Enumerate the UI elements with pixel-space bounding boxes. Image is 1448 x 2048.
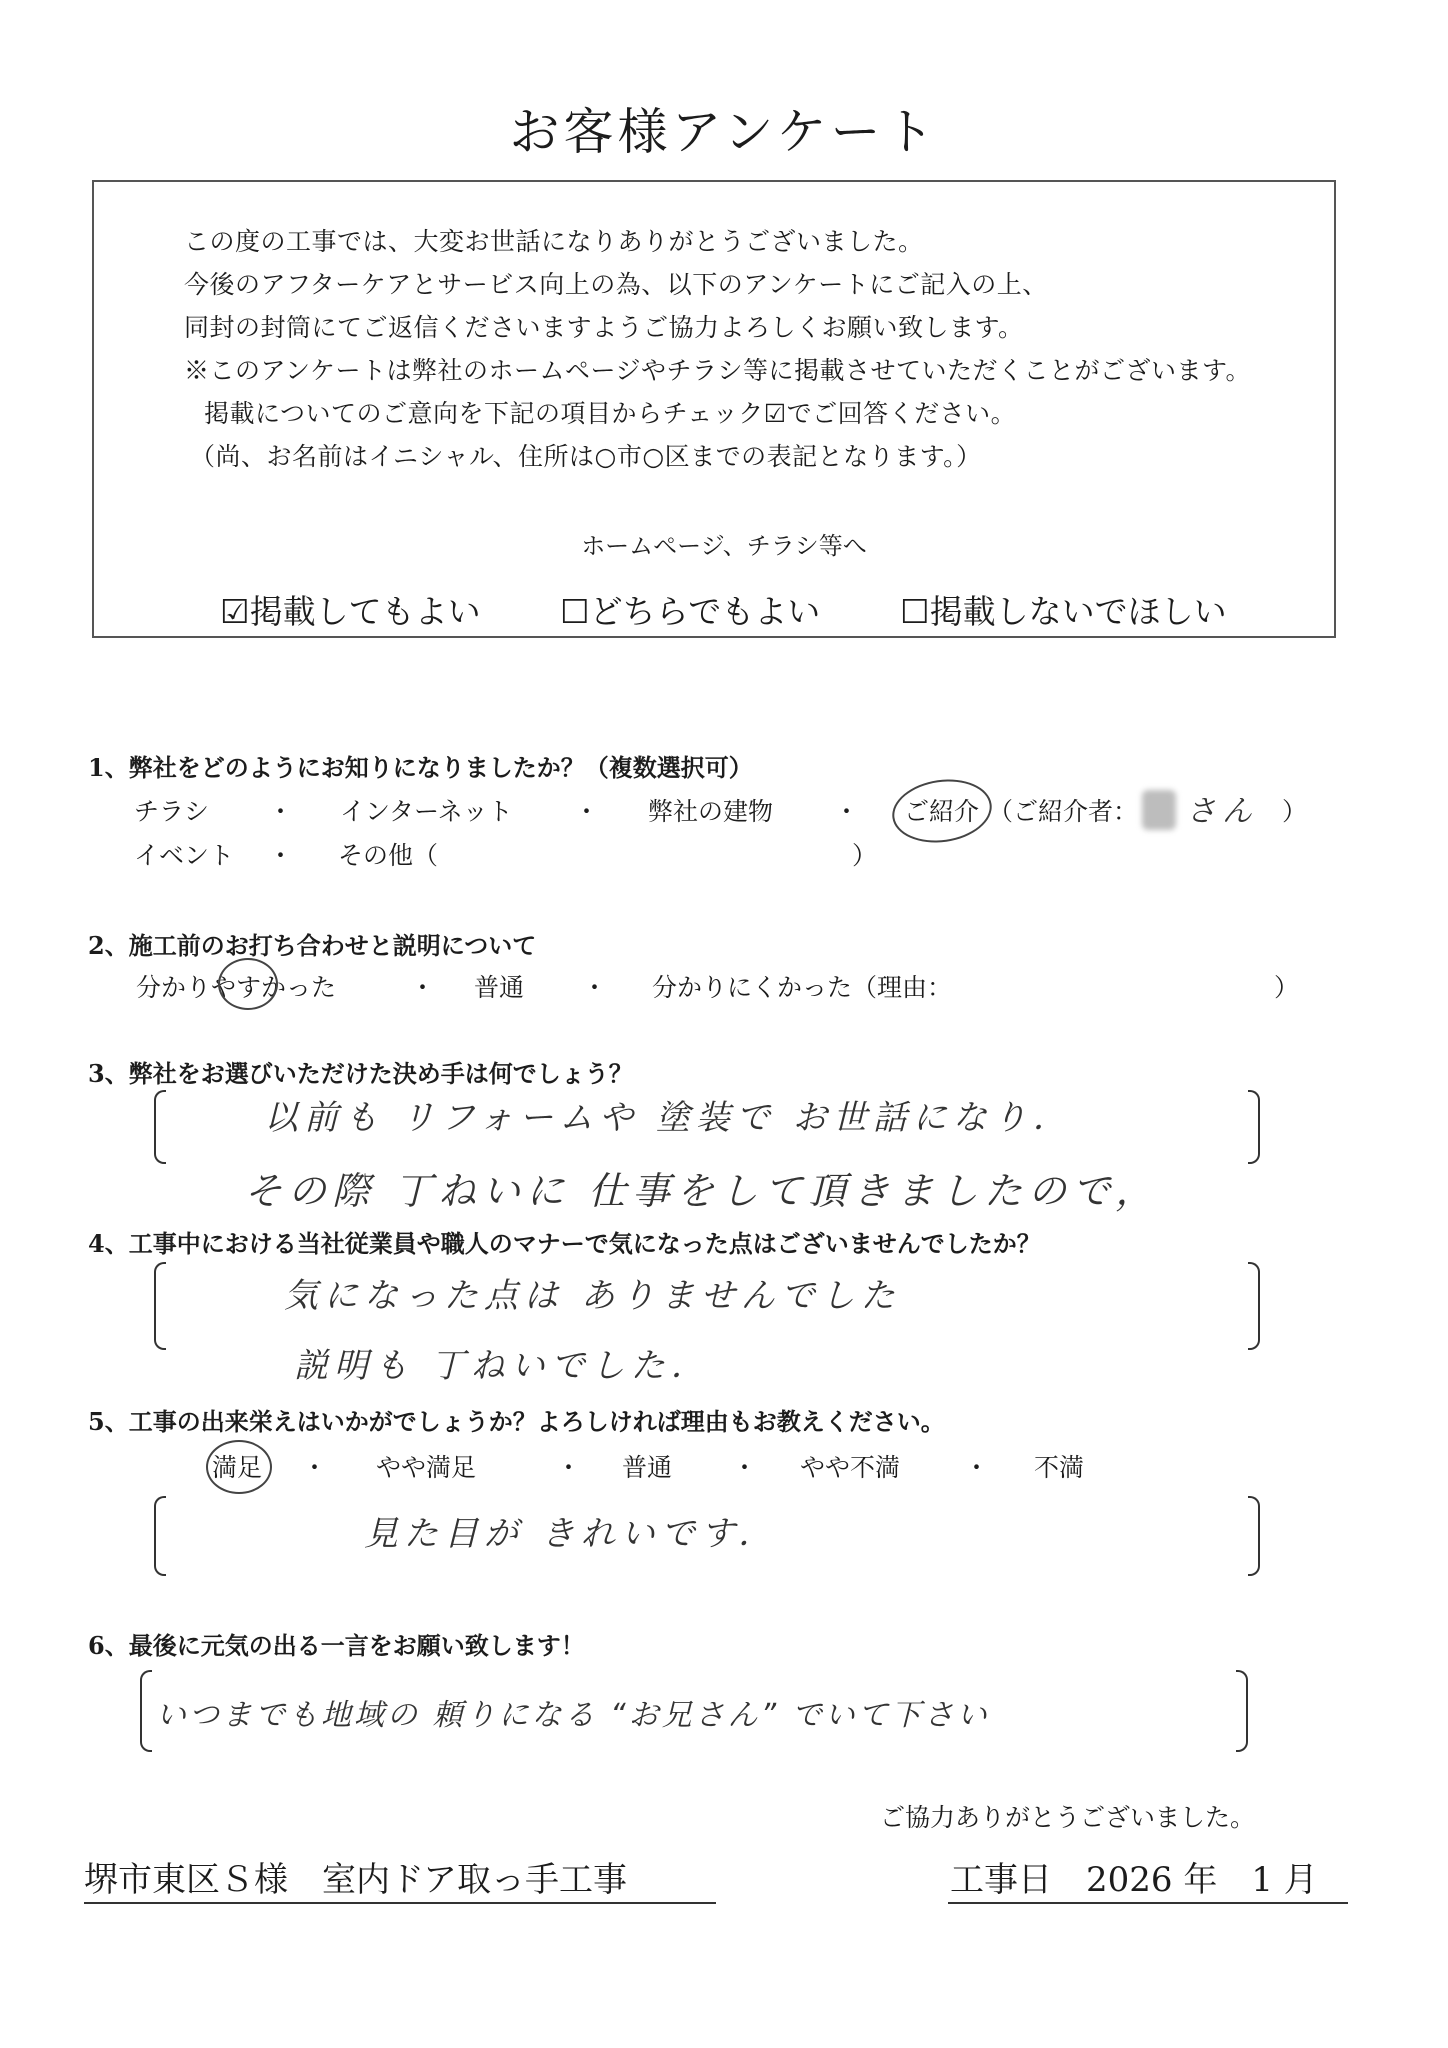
q5-option-somewhat-satisfied: やや満足 bbox=[376, 1453, 477, 1482]
q1-separator: ・ bbox=[268, 841, 294, 870]
intro-line: （尚、お名前はイニシャル、住所は○市○区までの表記となります。） bbox=[190, 442, 982, 471]
answer-bracket-left bbox=[154, 1262, 166, 1350]
answer-bracket-left bbox=[140, 1670, 152, 1752]
q5-separator: ・ bbox=[732, 1453, 758, 1482]
selection-circle bbox=[888, 773, 996, 848]
question-1: 1、弊社をどのようにお知りになりましたか？（複数選択可） bbox=[88, 753, 753, 782]
q4-answer-line: 気になった点は ありませんでした bbox=[284, 1276, 901, 1316]
footer-left: 堺市東区Ｓ様 室内ドア取っ手工事 bbox=[84, 1860, 627, 1900]
selection-circle bbox=[218, 958, 278, 1010]
q1-referrer-open: （ご紹介者： bbox=[988, 797, 1139, 826]
q1-option-event: イベント bbox=[134, 841, 235, 870]
footer-right-underline bbox=[948, 1902, 1348, 1904]
q5-option-somewhat-unsatisfied: やや不満 bbox=[800, 1453, 901, 1482]
q1-other-close: ） bbox=[852, 841, 878, 870]
intro-line: 同封の封筒にてご返信くださいますようご協力よろしくお願い致します。 bbox=[184, 313, 1024, 342]
q5-answer-line: 見た目が きれいです． bbox=[364, 1514, 779, 1554]
q1-option-flyer: チラシ bbox=[134, 797, 210, 826]
question-6: 6、最後に元気の出る一言をお願い致します！ bbox=[88, 1631, 585, 1660]
q4-answer-line: 説明も 丁ねいでした． bbox=[294, 1346, 711, 1386]
intro-line: 掲載についてのご意向を下記の項目からチェック☑でご回答ください。 bbox=[204, 399, 1017, 428]
q5-separator: ・ bbox=[964, 1453, 990, 1482]
page-title: お客様アンケート bbox=[509, 103, 939, 161]
answer-bracket-left bbox=[154, 1090, 166, 1164]
answer-bracket-right bbox=[1248, 1496, 1260, 1576]
q3-answer-line: 以前も リフォームや 塗装で お世話になり． bbox=[264, 1098, 1073, 1138]
question-2: 2、施工前のお打ち合わせと説明について bbox=[88, 931, 537, 960]
q5-option-normal: 普通 bbox=[622, 1453, 673, 1482]
footer-left-underline bbox=[84, 1902, 716, 1904]
q6-answer-line: いつまでも地域の 頼りになる “お兄さん” でいて下さい bbox=[156, 1698, 990, 1733]
q2-option-clear: 分かりやすかった bbox=[136, 973, 337, 1002]
q5-separator: ・ bbox=[556, 1453, 582, 1482]
choice-either[interactable]: ☐どちらでもよい bbox=[560, 592, 821, 631]
q1-separator: ・ bbox=[574, 797, 600, 826]
q5-option-unsatisfied: 不満 bbox=[1034, 1453, 1085, 1482]
intro-line: ※このアンケートは弊社のホームページやチラシ等に掲載させていただくことがございます。 bbox=[184, 356, 1252, 385]
q1-option-referral: ご紹介 bbox=[904, 797, 980, 826]
question-4: 4、工事中における当社従業員や職人のマナーで気になった点はございませんでしたか？ bbox=[88, 1229, 1041, 1258]
q5-option-satisfied: 満足 bbox=[212, 1453, 263, 1482]
intro-line: 今後のアフターケアとサービス向上の為、以下のアンケートにご記入の上、 bbox=[184, 270, 1048, 299]
q1-referrer-suffix: さん bbox=[1186, 794, 1258, 829]
q1-referrer-close: ） bbox=[1282, 797, 1308, 826]
question-5: 5、工事の出来栄えはいかがでしょうか？よろしければ理由もお教えください。 bbox=[88, 1407, 945, 1436]
intro-line: この度の工事では、大変お世話になりありがとうございました。 bbox=[184, 227, 924, 256]
q2-separator: ・ bbox=[410, 973, 436, 1002]
q1-option-building: 弊社の建物 bbox=[648, 797, 774, 826]
hp-caption: ホームページ、チラシ等へ bbox=[581, 532, 867, 560]
answer-bracket-right bbox=[1248, 1090, 1260, 1164]
q2-reason-close: ） bbox=[1274, 973, 1300, 1002]
answer-bracket-right bbox=[1248, 1262, 1260, 1350]
q3-answer-line: その際 丁ねいに 仕事をして頂きましたので， bbox=[244, 1169, 1160, 1213]
answer-bracket-right bbox=[1236, 1670, 1248, 1752]
redacted-name bbox=[1142, 790, 1176, 830]
q1-option-other: その他（ bbox=[338, 841, 439, 870]
q1-option-internet: インターネット bbox=[340, 797, 513, 826]
q2-option-unclear: 分かりにくかった（理由： bbox=[652, 973, 953, 1002]
footer-right: 工事日 2026 年 1 月 bbox=[950, 1860, 1318, 1900]
choice-publish-no[interactable]: ☐掲載しないでほしい bbox=[900, 592, 1227, 631]
q1-separator: ・ bbox=[834, 797, 860, 826]
question-3: 3、弊社をお選びいただけた決め手は何でしょう？ bbox=[88, 1059, 633, 1088]
thanks-text: ご協力ありがとうございました。 bbox=[880, 1803, 1256, 1832]
answer-bracket-left bbox=[154, 1496, 166, 1576]
q2-separator: ・ bbox=[582, 973, 608, 1002]
q5-separator: ・ bbox=[302, 1453, 328, 1482]
choice-publish-ok[interactable]: ☑掲載してもよい bbox=[220, 592, 481, 631]
selection-circle bbox=[206, 1440, 272, 1494]
q2-option-normal: 普通 bbox=[474, 973, 525, 1002]
q1-separator: ・ bbox=[268, 797, 294, 826]
